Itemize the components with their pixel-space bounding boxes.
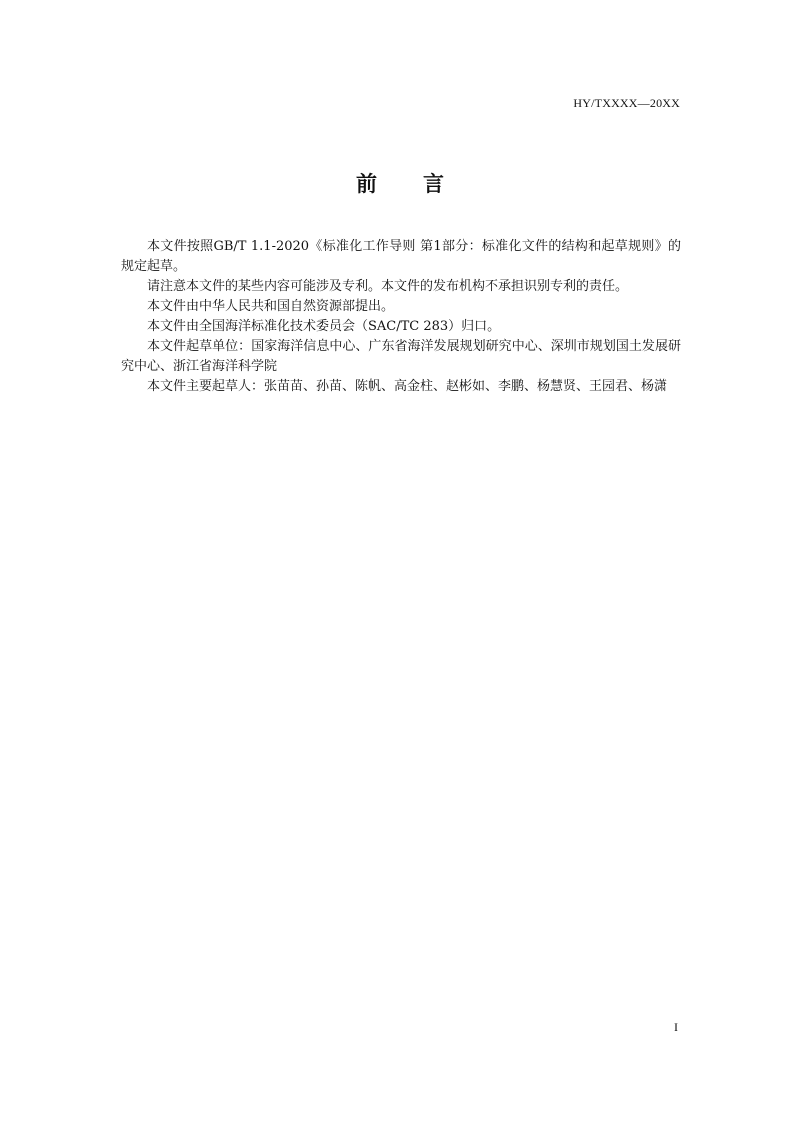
document-code: HY/TXXXX—20XX bbox=[573, 96, 680, 110]
paragraph-drafting-rules: 本文件按照GB/T 1.1-2020《标准化工作导则 第1部分：标准化文件的结构和起草规则》的规定起草。 bbox=[121, 239, 681, 274]
paragraph-patent-notice: 请注意本文件的某些内容可能涉及专利。本文件的发布机构不承担识别专利的责任。 bbox=[147, 279, 629, 294]
title-char-2: 言 bbox=[423, 172, 444, 196]
paragraph-proposer: 本文件由中华人民共和国自然资源部提出。 bbox=[147, 299, 395, 314]
title-char-1: 前 bbox=[356, 172, 377, 196]
page-title bbox=[0, 168, 800, 198]
paragraph-drafting-units: 本文件起草单位：国家海洋信息中心、广东省海洋发展规划研究中心、深圳市规划国土发展研究中心、浙江省海洋科学院 bbox=[121, 339, 681, 374]
paragraph-drafters: 本文件主要起草人：张苗苗、孙苗、陈帆、高金柱、赵彬如、李鹏、杨慧贤、王园君、杨潇 bbox=[147, 379, 668, 394]
preface-body bbox=[121, 237, 681, 397]
paragraph-committee: 本文件由全国海洋标准化技术委员会（SAC/TC 283）归口。 bbox=[147, 319, 501, 334]
page-number: I bbox=[674, 1020, 678, 1034]
